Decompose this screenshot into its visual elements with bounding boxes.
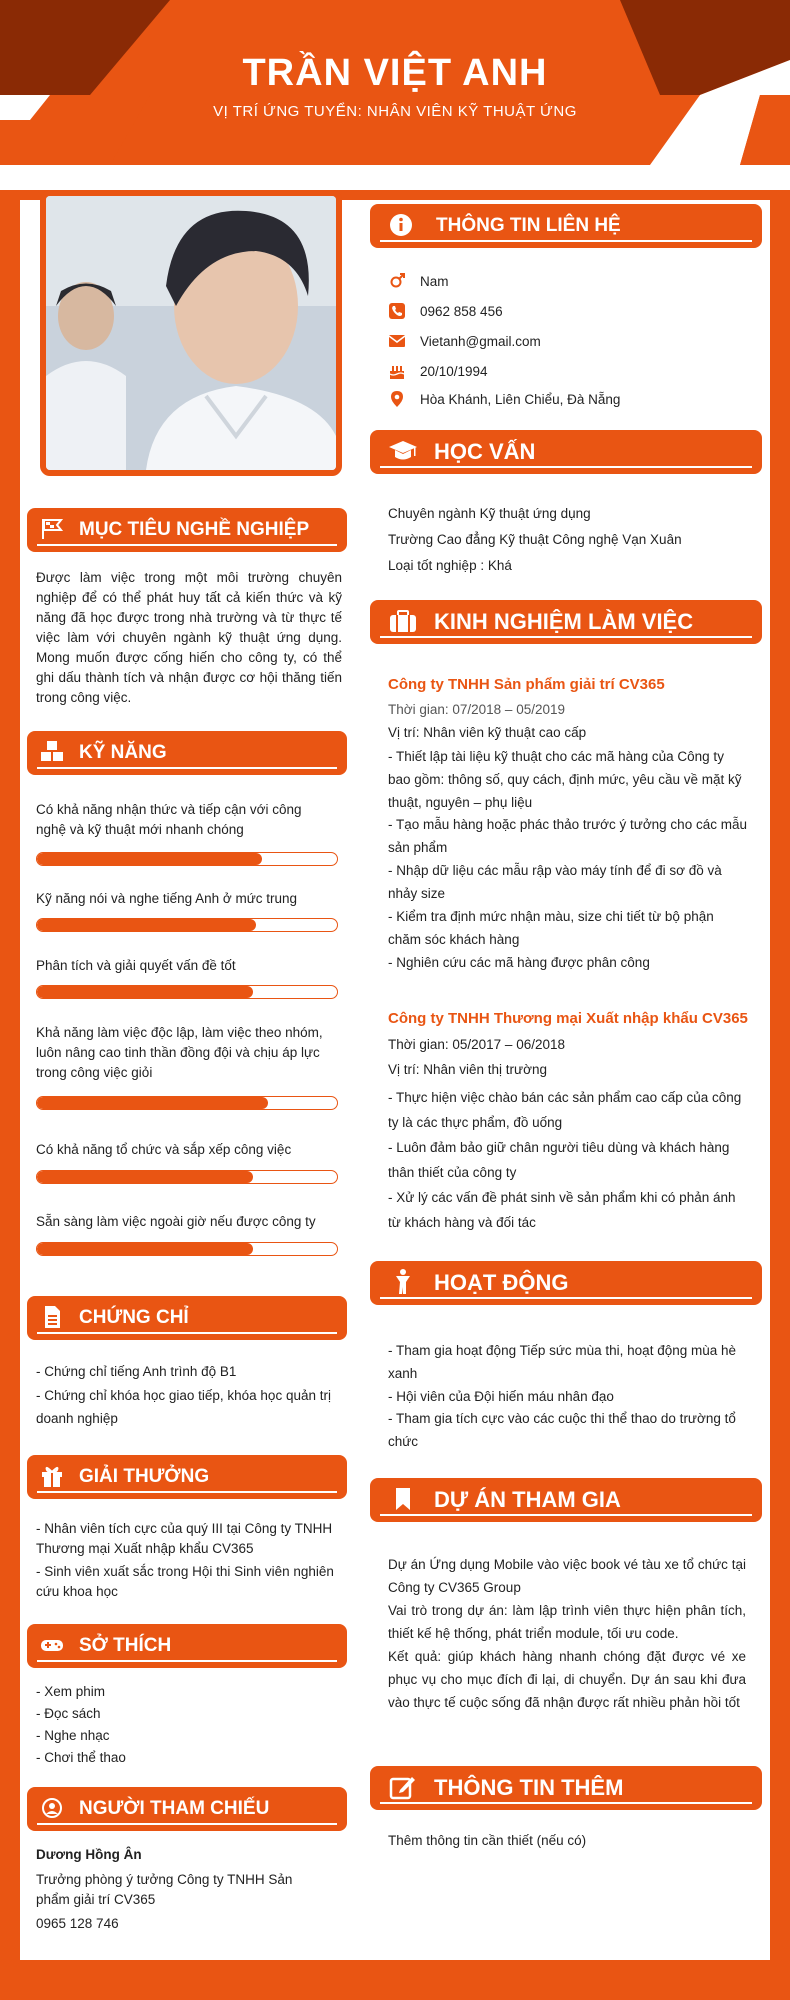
skill-progress-bar	[36, 1242, 338, 1256]
section-title: NGƯỜI THAM CHIẾU	[79, 1798, 270, 1819]
job-role: Vị trí: Nhân viên kỹ thuật cao cấp	[388, 725, 587, 740]
gender-icon	[388, 272, 406, 290]
hobby-item: - Xem phim	[36, 1684, 106, 1699]
section-header-skills	[27, 731, 347, 775]
certificate-item: - Chứng chỉ tiếng Anh trình độ B1	[36, 1364, 237, 1379]
skill-progress-fill	[37, 986, 253, 998]
phone-value[interactable]: 0962 858 456	[420, 303, 503, 319]
envelope-icon	[388, 332, 406, 350]
header-banner	[0, 0, 790, 165]
gamepad-icon	[39, 1632, 65, 1658]
award-item: - Sinh viên xuất sắc trong Hội thi Sinh viên nghiên cứu khoa học	[36, 1564, 334, 1599]
education-major: Chuyên ngành Kỹ thuật ứng dụng	[388, 506, 591, 521]
certificate-item: - Chứng chỉ khóa học giao tiếp, khóa học quản trị doanh nghiệp	[36, 1388, 331, 1426]
reference-role: Trưởng phòng ý tưởng Công ty TNHH Sản phẩm giải trí CV365	[36, 1872, 293, 1907]
reference-name: Dương Hồng Ân	[36, 1847, 142, 1862]
contact-email	[388, 330, 541, 352]
section-title: HOẠT ĐỘNG	[434, 1270, 569, 1295]
section-title: DỰ ÁN THAM GIA	[434, 1487, 621, 1512]
job-duty: - Thực hiện việc chào bán các sản phẩm cao cấp của công ty là các thực phẩm, đồ uống	[388, 1090, 742, 1130]
gift-icon	[39, 1463, 65, 1489]
skill-progress-fill	[37, 853, 262, 865]
section-title: GIẢI THƯỞNG	[79, 1466, 210, 1487]
section-header-education	[370, 430, 762, 474]
hobby-item: - Đọc sách	[36, 1706, 101, 1721]
activity-item: - Tham gia tích cực vào các cuộc thi thể thao do trường tổ chức	[388, 1411, 736, 1449]
info-icon	[388, 212, 414, 238]
section-header-certificates	[27, 1296, 347, 1340]
section-header-projects	[370, 1478, 762, 1522]
skill-progress-bar	[36, 1170, 338, 1184]
more-info-text: Thêm thông tin cần thiết (nếu có)	[388, 1833, 587, 1848]
candidate-name: TRẦN VIỆT ANH	[242, 52, 548, 94]
skill-progress-fill	[37, 1097, 268, 1109]
section-title: CHỨNG CHỈ	[79, 1307, 189, 1328]
person-activity-icon	[388, 1268, 418, 1296]
job-duty: - Xử lý các vấn đề phát sinh về sản phẩm khi có phản ánh từ khách hàng và đối tác	[388, 1190, 736, 1230]
skill-label: Phân tích và giải quyết vấn đề tốt	[36, 958, 236, 973]
job-duty: - Nghiên cứu các mã hàng được phân công	[388, 955, 650, 970]
skill-progress-fill	[37, 1243, 253, 1255]
user-circle-icon	[39, 1795, 65, 1821]
email-value[interactable]: Vietanh@gmail.com	[420, 333, 541, 349]
hobby-item: - Nghe nhạc	[36, 1728, 110, 1743]
activity-item: - Hội viên của Đội hiến máu nhân đạo	[388, 1389, 614, 1404]
hobby-item: - Chơi thể thao	[36, 1750, 126, 1765]
skill-progress-fill	[37, 1171, 253, 1183]
section-header-more-info	[370, 1766, 762, 1810]
section-header-contact	[370, 204, 762, 248]
gender-value: Nam	[420, 273, 449, 289]
activity-item: - Tham gia hoạt động Tiếp sức mùa thi, hoạt động mùa hè xanh	[388, 1343, 737, 1381]
applied-position: VỊ TRÍ ỨNG TUYỂN: NHÂN VIÊN KỸ THUẬT ỨNG	[213, 103, 577, 120]
education-grade: Loại tốt nghiệp : Khá	[388, 558, 512, 573]
section-title: KỸ NĂNG	[79, 742, 167, 763]
section-header-activities	[370, 1261, 762, 1305]
section-header-awards	[27, 1455, 347, 1499]
briefcase-icon	[388, 607, 418, 635]
reference-phone: 0965 128 746	[36, 1916, 119, 1931]
job-duty: - Tạo mẫu hàng hoặc phác thảo trước ý tưởng cho các mẫu sản phẩm	[388, 817, 747, 855]
contact-phone	[388, 300, 503, 322]
person-portrait	[46, 196, 336, 470]
job-time: Thời gian: 07/2018 – 05/2019	[388, 702, 565, 717]
profile-photo	[40, 190, 342, 476]
skill-label: Khả năng làm việc độc lập, làm việc theo nhóm, luôn nâng cao tinh thần đồng đội và chịu áp lực trong công việc giỏi	[36, 1025, 323, 1080]
job-duty: - Thiết lập tài liệu kỹ thuật cho các mã hàng của Công ty bao gồm: thông số, quy cách, định mức, yêu cầu về mặt kỹ thuật, nguyên – phụ liệu	[388, 749, 742, 810]
job-duty: - Luôn đảm bảo giữ chân người tiêu dùng và khách hàng thân thiết của công ty	[388, 1140, 730, 1180]
job-duty: - Kiểm tra định mức nhận màu, size chi tiết từ bộ phận chăm sóc khách hàng	[388, 909, 714, 947]
flag-icon	[39, 516, 65, 542]
section-title: SỞ THÍCH	[79, 1635, 172, 1656]
graduation-cap-icon	[388, 437, 418, 465]
education-school: Trường Cao đẳng Kỹ thuật Công nghệ Vạn Xuân	[388, 532, 682, 547]
project-description: Dự án Ứng dụng Mobile vào việc book vé tàu xe tổ chức tại Công ty CV365 Group Vai trò trong dự án: làm lập trình viên thực hiện phân tích, thiết kế hệ thống, phát triển module, tối ưu code. Kết quả: giúp khách hàng nhanh chóng đặt được vé xe phục vụ cho mục đích đi lại, di chuyển. Dự án sau khi đưa vào thực tế cuộc sống đã nhận được rất nhiều phản hồi tốt	[388, 1557, 746, 1710]
phone-icon	[388, 302, 406, 320]
skill-label: Có khả năng nhận thức và tiếp cận với công nghệ và kỹ thuật mới nhanh chóng	[36, 802, 302, 837]
skill-progress-fill	[37, 919, 256, 931]
birthday-value: 20/10/1994	[420, 363, 488, 379]
job-company: Công ty TNHH Thương mại Xuất nhập khẩu CV365	[388, 1010, 748, 1027]
map-marker-icon	[388, 390, 406, 408]
skill-progress-bar	[36, 1096, 338, 1110]
document-icon	[39, 1304, 65, 1330]
section-header-experience	[370, 600, 762, 644]
skill-label: Có khả năng tổ chức và sắp xếp công việc	[36, 1142, 292, 1157]
job-company: Công ty TNHH Sản phẩm giải trí CV365	[388, 676, 665, 693]
section-header-objective	[27, 508, 347, 552]
job-time: Thời gian: 05/2017 – 06/2018	[388, 1037, 565, 1052]
section-header-hobbies	[27, 1624, 347, 1668]
contact-birthday	[388, 360, 488, 382]
skill-label: Kỹ năng nói và nghe tiếng Anh ở mức trung	[36, 891, 298, 906]
skill-label: Sẵn sàng làm việc ngoài giờ nếu được công ty	[36, 1214, 316, 1229]
skill-progress-bar	[36, 918, 338, 932]
job-role: Vị trí: Nhân viên thị trường	[388, 1062, 547, 1077]
edit-icon	[388, 1773, 418, 1801]
cubes-icon	[39, 739, 65, 765]
skill-progress-bar	[36, 985, 338, 999]
birthday-cake-icon	[388, 362, 406, 380]
skill-progress-bar	[36, 852, 338, 866]
objective-text: Được làm việc trong một môi trường chuyên nghiệp để có thể phát huy tất cả kiến thức và kỹ năng đã học được trong nhà trường và từ thực tế việc làm với chuyên ngành kỹ thuật ứng dụng. Mong muốn được cống hiến cho công ty, có thể ghi dấu thành tích và nhận được cơ hội thăng tiến trong công việc.	[36, 570, 342, 705]
section-header-reference	[27, 1787, 347, 1831]
contact-gender	[388, 270, 449, 292]
section-title: THÔNG TIN LIÊN HỆ	[436, 215, 621, 236]
job-duty: - Nhập dữ liệu các mẫu rập vào máy tính để đi sơ đồ và nhảy size	[388, 863, 722, 901]
section-title: MỤC TIÊU NGHỀ NGHIỆP	[79, 519, 310, 540]
award-item: - Nhân viên tích cực của quý III tại Công ty TNHH Thương mại Xuất nhập khẩu CV365	[36, 1521, 333, 1556]
section-title: HỌC VẤN	[434, 439, 536, 464]
address-value: Hòa Khánh, Liên Chiểu, Đà Nẵng	[420, 391, 621, 407]
section-title: THÔNG TIN THÊM	[434, 1775, 624, 1800]
contact-address	[388, 388, 620, 410]
section-title: KINH NGHIỆM LÀM VIỆC	[434, 609, 694, 634]
bookmark-icon	[388, 1485, 418, 1513]
